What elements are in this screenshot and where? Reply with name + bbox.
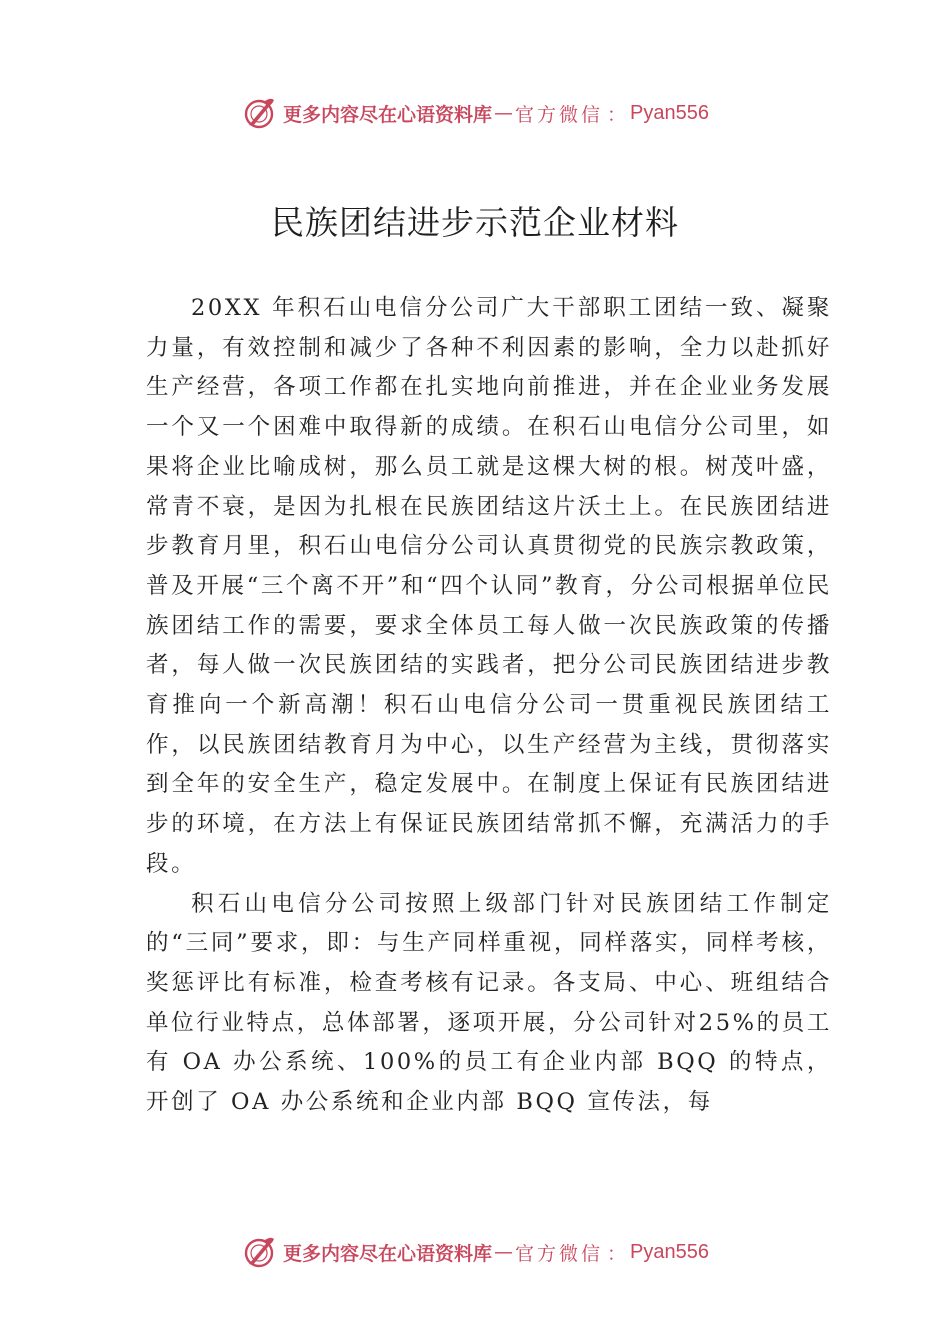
banner-separator: ：	[607, 1242, 627, 1265]
quill-logo-icon	[241, 95, 277, 131]
document-title: 民族团结进步示范企业材料	[271, 203, 679, 242]
banner-separator: ：	[607, 103, 627, 126]
banner-wechat-label: 官方微信	[515, 103, 604, 126]
paragraph-1: 20XX 年积石山电信分公司广大干部职工团结一致、凝聚力量，有效控制和减少了各种不利因素的影响，全力以赴抓好生产经营，各项工作都在扎实地向前推进，并在企业业务发展一个又一个困难中取得新的成绩。在积石山电信分公司里，如果将企业比喻成树，那么员工就是这棵大树的根。树茂叶盛，常青不衰，是因为扎根在民族团结这片沃土上。在民族团结进步教育月里，积石山电信分公司认真贯彻党的民族宗教政策，普及开展“三个离不开”和“四个认同”教育，分公司根据单位民族团结工作的需要，要求全体员工每人做一次民族政策的传播者，每人做一次民族团结的实践者，把分公司民族团结进步教育推向一个新高潮！积石山电信分公司一贯重视民族团结工作，以民族团结教育月为中心，以生产经营为主线，贯彻落实到全年的安全生产，稳定发展中。在制度上保证有民族团结进步的环境，在方法上有保证民族团结常抓不懈，充满活力的手段。	[146, 295, 832, 877]
banner-wechat-id: Pyan556	[630, 101, 709, 124]
banner-site-text: 更多内容尽在心语资料库	[282, 103, 492, 126]
footer-banner	[0, 1232, 950, 1272]
quill-logo-icon	[241, 1234, 277, 1270]
document-body	[146, 289, 832, 1123]
header-banner	[0, 93, 950, 133]
banner-site-text: 更多内容尽在心语资料库	[282, 1242, 492, 1265]
banner-wechat-id: Pyan556	[630, 1240, 709, 1263]
paragraph-2: 积石山电信分公司按照上级部门针对民族团结工作制定的“三同”要求，即：与生产同样重视，同样落实，同样考核，奖惩评比有标准，检查考核有记录。各支局、中心、班组结合单位行业特点，总体部署，逐项开展，分公司针对25%的员工有 OA 办公系统、100%的员工有企业内部 BQQ 的特点，开创了 OA 办公系统和企业内部 BQQ 宣传法，每	[146, 890, 832, 1116]
banner-dash: —	[494, 1241, 513, 1263]
banner-wechat-label: 官方微信	[515, 1242, 604, 1265]
banner-dash: —	[494, 102, 513, 124]
